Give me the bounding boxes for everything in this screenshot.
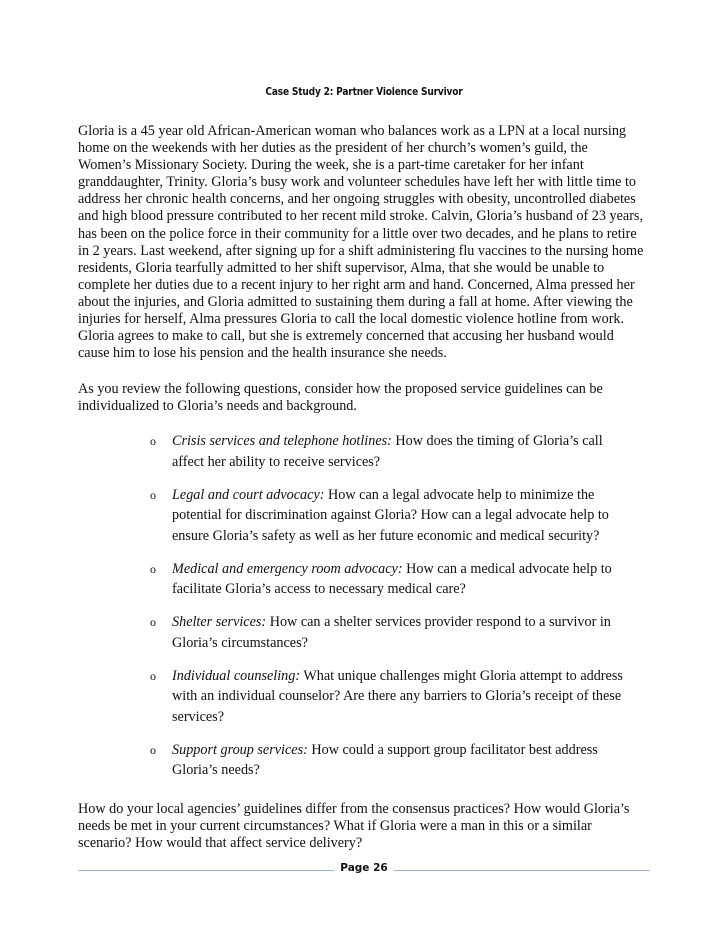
question-text: How can a medical advocate help to facilitate Gloria’s access to necessary medical care? (172, 560, 612, 597)
footer-rule-right (394, 870, 650, 871)
question-term: Individual counseling: (172, 667, 301, 684)
page-number: Page 26 (340, 862, 388, 874)
bullet-circle-icon: o (150, 742, 156, 757)
intro-paragraph: Gloria is a 45 year old African-American woman who balances work as a LPN at a local nursing home on the weekends with her duties as the president of her church’s women’s guild, the Women’s Missionary Society. During the week, she is a part-time caretaker for her infant granddaughter, Trinity. Gloria’s busy work and volunteer schedules have left her with little time to address her chronic health concerns, and her ongoing struggles with obesity, uncontrolled diabetes and high blood pressure contributed to her recent mild stroke. Calvin, Gloria’s husband of 23 years, has been on the police force in their community for a little over two decades, and he plans to retire in 2 years. Last weekend, after signing up for a shift administering flu vaccines to the nursing home residents, Gloria tearfully admitted to her shift supervisor, Alma, that she would be unable to complete her duties due to a recent injury to her right arm and hand. Concerned, Alma pressed her about the injuries, and Gloria admitted to sustaining them during a fall at home. After viewing the injuries for herself, Alma pressures Gloria to call the local domestic violence hotline from work. Gloria agrees to make to call, but she is extremely concerned that accusing her husband would cause him to lose his pension and the health insurance she needs. (78, 123, 644, 362)
question-item-medical-advocacy (150, 559, 630, 600)
question-text: How could a support group facilitator best address Gloria’s needs? (172, 741, 598, 778)
question-item-individual-counseling (150, 666, 630, 728)
question-term: Crisis services and telephone hotlines: (172, 433, 392, 449)
question-item-shelter-services (150, 612, 630, 653)
question-term: Shelter services: (172, 614, 267, 630)
bullet-circle-icon: o (150, 615, 156, 629)
review-paragraph: As you review the following questions, consider how the proposed service guidelines can be individualized to Gloria’s needs and background. (78, 381, 603, 415)
question-text: How can a shelter services provider respond to a survivor in Gloria’s circumstances? (172, 614, 611, 651)
footer-rule-left (78, 870, 334, 871)
question-text: How does the timing of Gloria’s call affect her ability to receive services? (172, 433, 603, 470)
bullet-circle-icon: o (150, 434, 156, 448)
question-term: Medical and emergency room advocacy: (172, 560, 403, 577)
question-list (150, 431, 630, 793)
bullet-circle-icon: o (150, 561, 156, 576)
closing-paragraph: How do your local agencies’ guidelines differ from the consensus practices? How would Gloria’s needs be met in your current circumstances? What if Gloria were a man in this or a similar scenario? How would that affect service delivery? (78, 801, 630, 852)
page-title: Case Study 2: Partner Violence Survivor (265, 86, 463, 98)
question-item-legal-advocacy (150, 485, 630, 547)
question-text: What unique challenges might Gloria attempt to address with an individual counselor? Are there any barriers to Gloria’s receipt of these services? (172, 667, 623, 725)
bullet-circle-icon: o (150, 487, 156, 502)
question-term: Legal and court advocacy: (172, 486, 325, 503)
question-item-support-group (150, 740, 630, 781)
bullet-circle-icon: o (150, 668, 156, 683)
question-text: How can a legal advocate help to minimize the potential for discrimination against Gloria? How can a legal advocate help to ensure Gloria’s safety as well as her future economic and medical security? (172, 486, 609, 544)
question-term: Support group services: (172, 741, 308, 758)
question-item-crisis-services (150, 431, 630, 472)
